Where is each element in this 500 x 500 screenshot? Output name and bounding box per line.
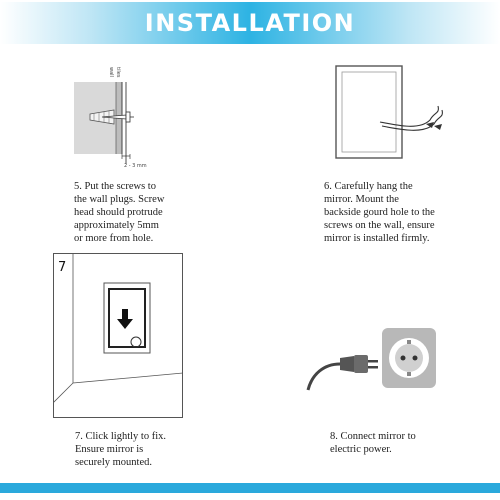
socket-icon <box>382 328 436 388</box>
step-7-number: 7 <box>58 260 67 275</box>
step-8-caption: 8. Connect mirror to electric power. <box>330 431 416 455</box>
step-7-illustration <box>53 253 183 418</box>
step-5-caption: 5. Put the screws to the wall plugs. Screw head should protrude approximately 5mm or more from hole. <box>74 181 165 244</box>
power-cable <box>308 364 340 390</box>
plug-icon <box>340 355 378 373</box>
step-8-illustration <box>290 320 450 410</box>
label-gap: 2 - 3 mm <box>124 163 147 169</box>
footer-bar <box>0 483 500 493</box>
header-banner <box>0 2 500 44</box>
step-7-caption: 7. Click lightly to fix. Ensure mirror is securely mounted. <box>75 431 166 468</box>
step-6-illustration <box>330 64 460 174</box>
label-tiles: tiles <box>115 67 121 78</box>
step-6-caption: 6. Carefully hang the mirror. Mount the backside gourd hole to the screws on the wall, ensure mirror is installed firmly. <box>324 181 435 244</box>
label-wall: wall <box>108 67 114 77</box>
mirror-frame <box>336 66 402 158</box>
page-title: INSTALLATION <box>144 9 356 37</box>
step-5-illustration <box>66 64 176 174</box>
